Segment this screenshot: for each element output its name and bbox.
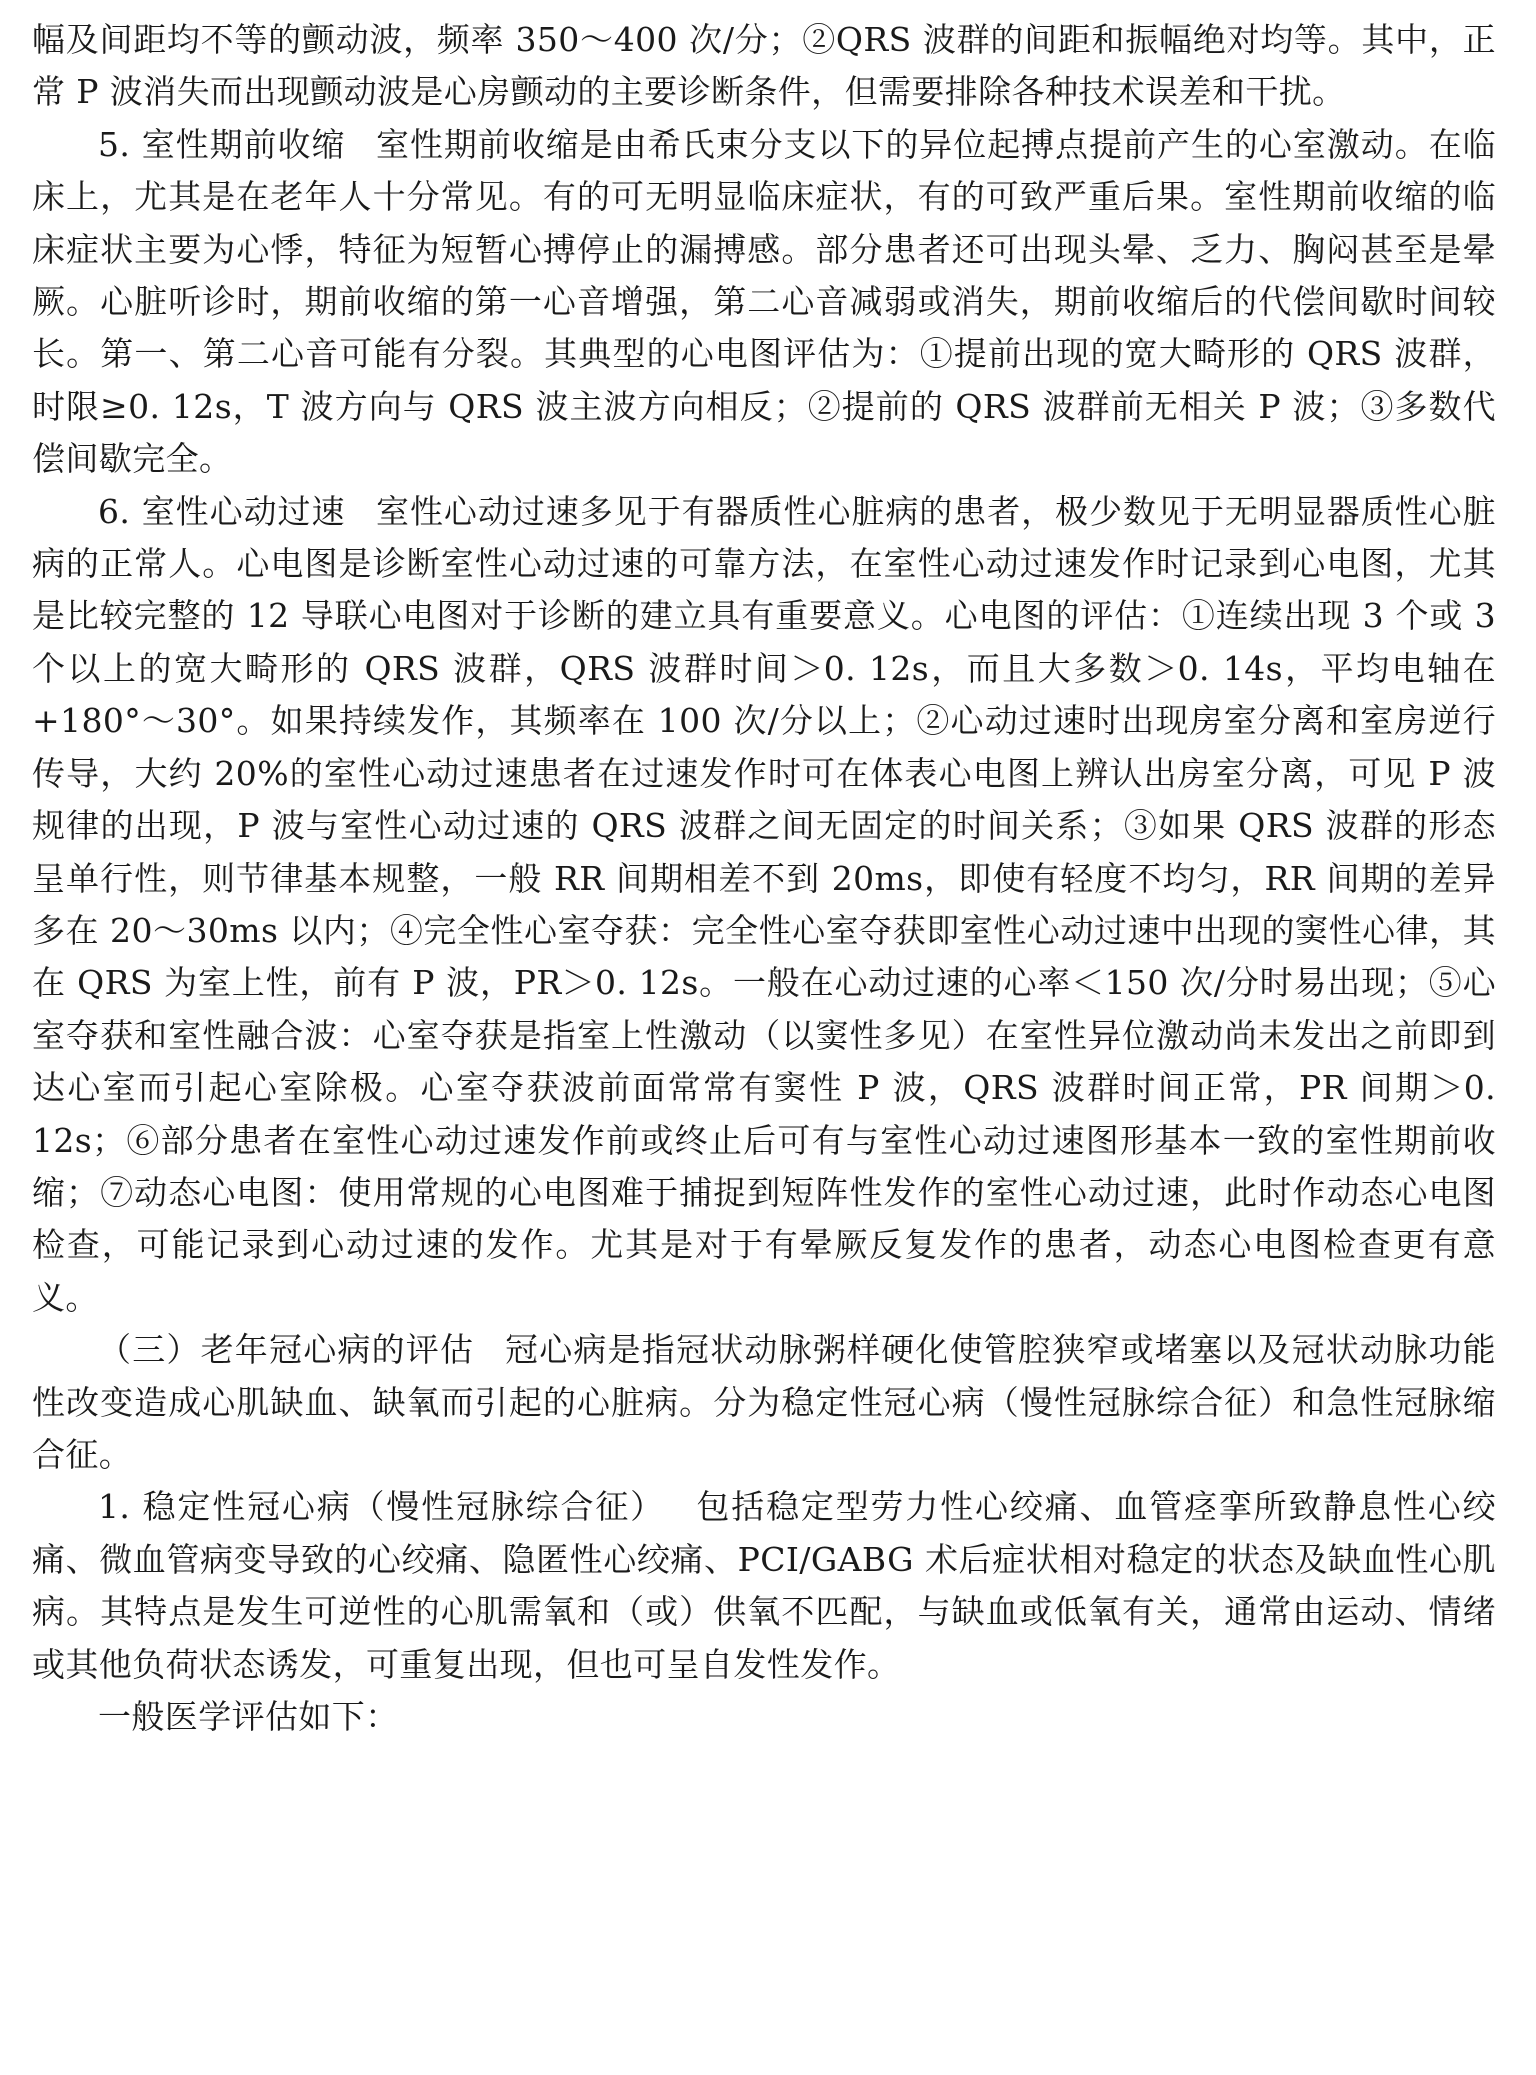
section-heading: 6. 室性心动过速 [98,491,346,531]
paragraph-text: 包括稳定型劳力性心绞痛、血管痉挛所致静息性心绞痛、微血管病变导致的心绞痛、隐匿性心绞痛、PCI/GABG 术后症状相对稳定的状态及缺血性心肌病。其特点是发生可逆性的心肌需氧和（或）供氧不匹配，与缺血或低氧有关，通常由运动、情绪或其他负荷状态诱发，可重复出现，但也可呈自发性发作。 [32,1487,1496,1684]
paragraph-text: 冠心病是指冠状动脉粥样硬化使管腔狭窄或堵塞以及冠状动脉功能性改变造成心肌缺血、缺氧而引起的心脏病。分为稳定性冠心病（慢性冠脉综合征）和急性冠脉缩合征。 [32,1330,1496,1474]
paragraph-ventricular-tachycardia [32,486,1496,1325]
paragraph-ventricular-premature-contraction [32,119,1496,486]
document-page [32,14,1496,1743]
section-heading: （三）老年冠心病的评估 [98,1330,475,1370]
paragraph-atrial-fibrillation-continued [32,14,1496,119]
paragraph-coronary-heart-disease [32,1324,1496,1481]
paragraph-text: 一般医学评估如下： [98,1697,399,1736]
paragraph-text: 室性期前收缩是由希氏束分支以下的异位起搏点提前产生的心室激动。在临床上，尤其是在老年人十分常见。有的可无明显临床症状，有的可致严重后果。室性期前收缩的临床症状主要为心悸，特征为短暂心搏停止的漏搏感。部分患者还可出现头晕、乏力、胸闷甚至是晕厥。心脏听诊时，期前收缩的第一心音增强，第二心音减弱或消失，期前收缩后的代偿间歇时间较长。第一、第二心音可能有分裂。其典型的心电图评估为：①提前出现的宽大畸形的 QRS 波群，时限≥0. 12s，T 波方向与 QRS 波主波方向相反；②提前的 QRS 波群前无相关 P 波；③多数代偿间歇完全。 [32,124,1496,479]
section-heading: 5. 室性期前收缩 [98,124,346,164]
paragraph-general-assessment [32,1691,1496,1743]
paragraph-text: 室性心动过速多见于有器质性心脏病的患者，极少数见于无明显器质性心脏病的正常人。心电图是诊断室性心动过速的可靠方法，在室性心动过速发作时记录到心电图，尤其是比较完整的 12 导联心电图对于诊断的建立具有重要意义。心电图的评估：①连续出现 3 个或 3 个以上的宽大畸形的 QRS 波群，QRS 波群时间＞0. 12s，而且大多数＞0. 14s，平均电轴在+180°～30°。如果持续发作，其频率在 100 次/分以上；②心动过速时出现房室分离和室房逆行传导，大约 20%的室性心动过速患者在过速发作时可在体表心电图上辨认出房室分离，可见 P 波规律的出现，P 波与室性心动过速的 QRS 波群之间无固定的时间关系；③如果 QRS 波群的形态呈单行性，则节律基本规整，一般 RR 间期相差不到 20ms，即使有轻度不均匀，RR 间期的差异多在 20～30ms 以内；④完全性心室夺获：完全性心室夺获即室性心动过速中出现的窦性心律，其在 QRS 为室上性，前有 P 波，PR＞0. 12s。一般在心动过速的心率＜150 次/分时易出现；⑤心室夺获和室性融合波：心室夺获是指室上性激动（以窦性多见）在室性异位激动尚未发出之前即到达心室而引起心室除极。心室夺获波前面常常有窦性 P 波，QRS 波群时间正常，PR 间期＞0. 12s；⑥部分患者在室性心动过速发作前或终止后可有与室性心动过速图形基本一致的室性期前收缩；⑦动态心电图：使用常规的心电图难于捕捉到短阵性发作的室性心动过速，此时作动态心电图检查，可能记录到心动过速的发作。尤其是对于有晕厥反复发作的患者，动态心电图检查更有意义。 [32,491,1496,1317]
paragraph-text: 幅及间距均不等的颤动波，频率 350～400 次/分；②QRS 波群的间距和振幅绝对均等。其中，正常 P 波消失而出现颤动波是心房颤动的主要诊断条件，但需要排除各种技术误差和干扰。 [32,20,1496,112]
paragraph-stable-coronary-disease [32,1481,1496,1691]
section-heading: 1. 稳定性冠心病（慢性冠脉综合征） [98,1487,665,1527]
